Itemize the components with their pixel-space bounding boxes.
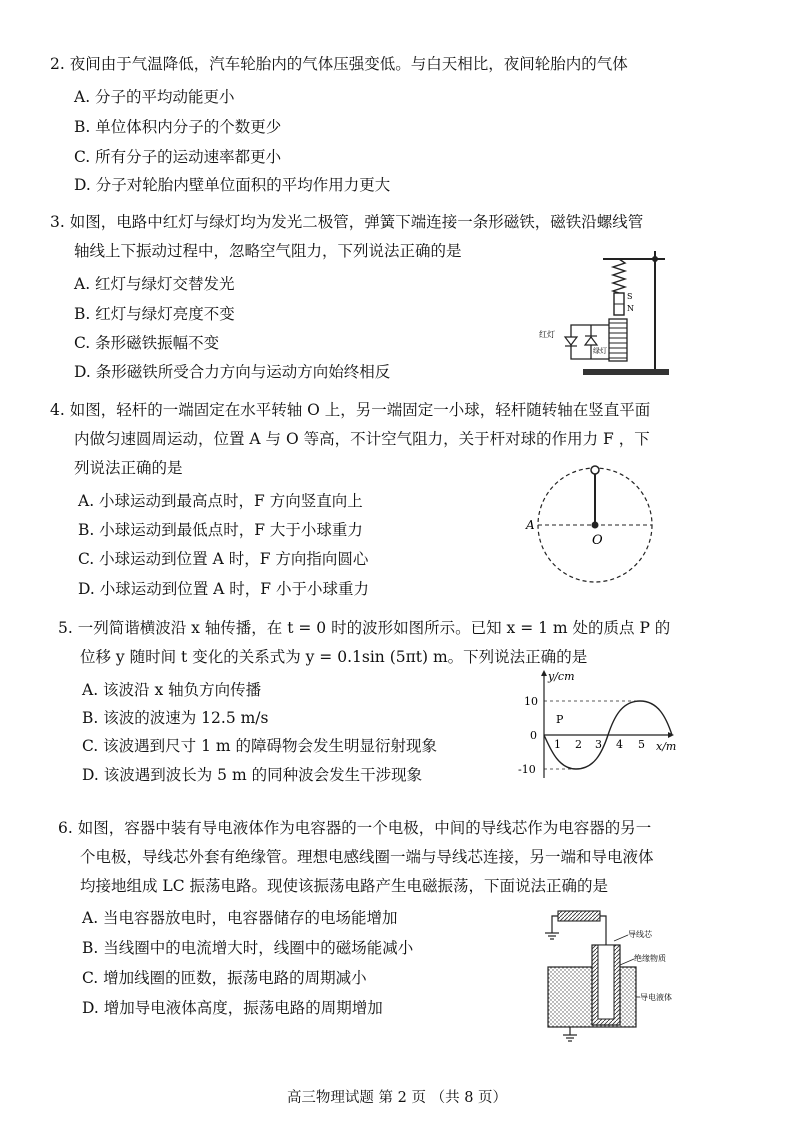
q5-y-tick-0: 0 xyxy=(530,729,537,742)
q4-label-a: A xyxy=(526,518,535,532)
question-6-stem-line2: 个电极，导线芯外套有绝缘管。理想电感线圈一端与导线芯连接，另一端和导电液体 xyxy=(80,848,654,866)
q3-option-c: C. 条形磁铁振幅不变 xyxy=(74,334,220,352)
q4-option-d: D. 小球运动到位置 A 时，F 小于小球重力 xyxy=(78,580,369,598)
q5-y-tick-minus10: -10 xyxy=(518,763,536,776)
q4-option-a: A. 小球运动到最高点时，F 方向竖直向上 xyxy=(78,492,363,510)
question-3-stem-line1: 3. 如图，电路中红灯与绿灯均为发光二极管，弹簧下端连接一条形磁铁，磁铁沿螺线管 xyxy=(50,213,644,231)
q6-liquid-label: 导电液体 xyxy=(640,993,672,1002)
q2-option-a: A. 分子的平均动能更小 xyxy=(74,88,235,106)
q5-y-tick-10: 10 xyxy=(524,695,538,708)
q5-option-a: A. 该波沿 x 轴负方向传播 xyxy=(82,681,262,699)
q6-option-a: A. 当电容器放电时，电容器储存的电场能增加 xyxy=(82,909,398,927)
q4-option-b: B. 小球运动到最低点时，F 大于小球重力 xyxy=(78,521,363,539)
question-2 xyxy=(50,50,628,79)
q5-option-b: B. 该波的波速为 12.5 m/s xyxy=(82,709,269,727)
q3-option-b: B. 红灯与绿灯亮度不变 xyxy=(74,305,235,323)
q3-magnet-s-label: S xyxy=(627,292,633,301)
q3-green-led-label: 绿灯 xyxy=(593,347,607,355)
question-5-stem-line2: 位移 y 随时间 t 变化的关系式为 y = 0.1sin (5πt) m。下列说法正确的是 xyxy=(80,648,588,666)
q5-x-tick-5: 5 xyxy=(638,738,645,751)
q3-red-led-label: 红灯 xyxy=(539,330,555,339)
q3-figure-spring-magnet-circuit xyxy=(535,245,685,385)
q4-figure-circular-motion xyxy=(520,460,680,595)
question-3-stem-line2: 轴线上下振动过程中，忽略空气阻力，下列说法正确的是 xyxy=(74,242,462,260)
question-6-stem-line3: 均接地组成 LC 振荡电路。现使该振荡电路产生电磁振荡，下面说法正确的是 xyxy=(80,877,609,895)
q2-option-d: D. 分子对轮胎内壁单位面积的平均作用力更大 xyxy=(74,176,391,194)
q3-option-a: A. 红灯与绿灯交替发光 xyxy=(74,275,235,293)
q6-option-c: C. 增加线圈的匝数，振荡电路的周期减小 xyxy=(82,969,367,987)
q5-x-axis-label: x/m xyxy=(656,740,677,753)
q4-label-o: O xyxy=(592,533,603,548)
question-5 xyxy=(58,614,670,672)
q5-figure-wave-graph xyxy=(516,668,682,783)
q5-x-tick-1: 1 xyxy=(554,738,561,751)
question-6-stem-line1: 6. 如图，容器中装有导电液体作为电容器的一个电极，中间的导线芯作为电容器的另一 xyxy=(58,819,652,837)
q5-option-d: D. 该波遇到波长为 5 m 的同种波会发生干涉现象 xyxy=(82,766,423,784)
q5-x-tick-4: 4 xyxy=(616,738,623,751)
question-5-stem-line1: 5. 一列简谐横波沿 x 轴传播，在 t = 0 时的波形如图所示。已知 x = 1 m 处的质点 P 的 xyxy=(58,619,671,637)
q3-option-d: D. 条形磁铁所受合力方向与运动方向始终相反 xyxy=(74,363,391,381)
q5-y-axis-label: y/cm xyxy=(548,670,575,683)
question-6 xyxy=(58,814,654,901)
question-4-stem-line1: 4. 如图，轻杆的一端固定在水平转轴 O 上，另一端固定一小球，轻杆随转轴在竖直平面 xyxy=(50,401,651,419)
q6-core-label: 导线芯 xyxy=(628,930,652,939)
q2-option-b: B. 单位体积内分子的个数更少 xyxy=(74,118,282,136)
q5-option-c: C. 该波遇到尺寸 1 m 的障碍物会发生明显衍射现象 xyxy=(82,737,438,755)
page-footer: 高三物理试题 第 2 页 （共 8 页） xyxy=(286,1090,508,1106)
q6-insulator-label: 绝缘物质 xyxy=(634,954,666,963)
question-4-stem-line3: 列说法正确的是 xyxy=(74,459,183,477)
q6-option-b: B. 当线圈中的电流增大时，线圈中的磁场能减小 xyxy=(82,939,414,957)
question-4-stem-line2: 内做匀速圆周运动，位置 A 与 O 等高，不计空气阻力，关于杆对球的作用力 F ，下 xyxy=(74,430,650,448)
q5-x-tick-2: 2 xyxy=(575,738,582,751)
q6-option-d: D. 增加导电液体高度，振荡电路的周期增加 xyxy=(82,999,383,1017)
q5-x-tick-3: 3 xyxy=(595,738,602,751)
question-2-stem: 2. 夜间由于气温降低，汽车轮胎内的气体压强变低。与白天相比，夜间轮胎内的气体 xyxy=(50,55,628,73)
q3-magnet-n-label: N xyxy=(627,304,634,313)
q5-point-p-label: P xyxy=(556,713,564,726)
q6-figure-lc-capacitor xyxy=(540,905,700,1045)
q4-option-c: C. 小球运动到位置 A 时，F 方向指向圆心 xyxy=(78,550,369,568)
q2-option-c: C. 所有分子的运动速率都更小 xyxy=(74,148,282,166)
